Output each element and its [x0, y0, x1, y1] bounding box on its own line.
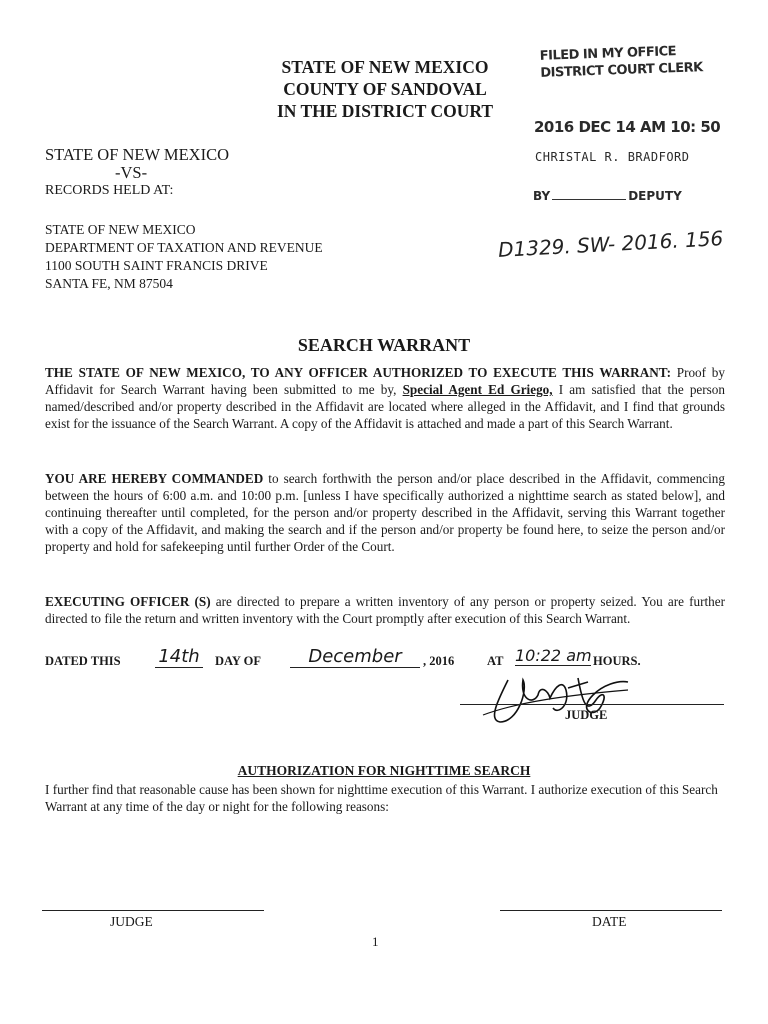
court-header-state: STATE OF NEW MEXICO [281, 57, 489, 77]
court-header-court: IN THE DISTRICT COURT [276, 101, 494, 121]
by-label: BY [533, 189, 551, 203]
paragraph-3-lead: EXECUTING OFFICER (S) [45, 594, 211, 609]
hours-label: HOURS. [593, 654, 641, 668]
address-line3: 1100 SOUTH SAINT FRANCIS DRIVE [45, 258, 268, 273]
nighttime-authorization-title: AUTHORIZATION FOR NIGHTTIME SEARCH [237, 763, 531, 778]
filed-stamp-clerk: CHRISTAL R. BRADFORD [535, 150, 690, 164]
deputy-signature-line [552, 199, 626, 200]
day-of-label: DAY OF [215, 654, 261, 668]
deputy-label: DEPUTY [628, 189, 682, 203]
filed-stamp-date: 2016 DEC 14 AM 10: 50 [534, 118, 721, 136]
dated-this-label: DATED THIS [45, 654, 121, 668]
filed-stamp-by [533, 189, 682, 203]
agent-name: Special Agent Ed Griego, [402, 382, 553, 397]
paragraph-1-text-b: I am satisfied that the person named/described and/or property described in the Affidavit are located where alleged in the Affidavit, and I find that grounds exist for the issuance of the Search Warrant. A copy of the Affidavit is attached and made a part of this Search Warrant. [45, 382, 725, 431]
caption-vs: -VS- [115, 163, 148, 182]
case-caption [45, 146, 229, 200]
warrant-paragraph-1 [45, 364, 725, 432]
nighttime-judge-label: JUDGE [110, 914, 153, 929]
at-label: AT [487, 654, 504, 668]
dated-time: 10:22 am [515, 646, 592, 665]
document-title: SEARCH WARRANT [297, 335, 471, 355]
dated-month: December [290, 646, 420, 668]
address-line4: SANTA FE, NM 87504 [45, 276, 173, 291]
dated-year: , 2016 [423, 654, 455, 668]
records-address [45, 221, 323, 293]
paragraph-2-text: to search forthwith the person and/or place described in the Affidavit, commencing between the hours of 6:00 a.m. and 10:00 p.m. [unless I have specifically authorized a nighttime search as stated below], and continuing thereafter until completed, for the person and/or property described in the Affidavit, serving this Warrant together with a copy of the Affidavit, and making the search and if the person and/or property be found here, to seize the person and/or property and hold for safekeeping until further Order of the Court. [45, 471, 725, 554]
nighttime-authorization-text: I further find that reasonable cause has been shown for nighttime execution of this Warrant. I authorize execution of this Search Warrant at any time of the day or night for the following reasons: [45, 782, 718, 814]
nighttime-judge-signature-line [42, 910, 264, 911]
court-header [200, 56, 570, 122]
court-header-county: COUNTY OF SANDOVAL [283, 79, 487, 99]
paragraph-1-text-a: Proof by Affidavit for Search Warrant having been submitted to me by, [45, 365, 725, 397]
paragraph-2-lead: YOU ARE HEREBY COMMANDED [45, 471, 264, 486]
paragraph-3-text: are directed to prepare a written inventory of any person or property seized. You are further directed to file the return and written inventory with the Court promptly after execution of this Search Warrant. [45, 594, 725, 626]
filed-stamp-line1: FILED IN MY OFFICE [539, 44, 677, 64]
case-number: D1329. SW- 2016. 156 [497, 226, 724, 262]
address-line2: DEPARTMENT OF TAXATION AND REVENUE [45, 240, 323, 255]
paragraph-1-lead: THE STATE OF NEW MEXICO, TO ANY OFFICER AUTHORIZED TO EXECUTE THIS WARRANT: [45, 365, 671, 380]
caption-records: RECORDS HELD AT: [45, 183, 174, 198]
judge-signature-line [460, 704, 724, 705]
dated-day: 14th [155, 646, 203, 668]
nighttime-date-line [500, 910, 722, 911]
filed-stamp-line2: DISTRICT COURT CLERK [540, 60, 703, 81]
page-number: 1 [372, 934, 379, 949]
filed-stamp [539, 42, 702, 82]
warrant-paragraph-2 [45, 470, 725, 555]
nighttime-date-label: DATE [592, 914, 627, 929]
caption-plaintiff: STATE OF NEW MEXICO [45, 145, 229, 164]
address-line1: STATE OF NEW MEXICO [45, 222, 196, 237]
judge-label: JUDGE [565, 708, 608, 722]
warrant-paragraph-3 [45, 593, 725, 627]
judge-signature-icon [478, 660, 638, 730]
